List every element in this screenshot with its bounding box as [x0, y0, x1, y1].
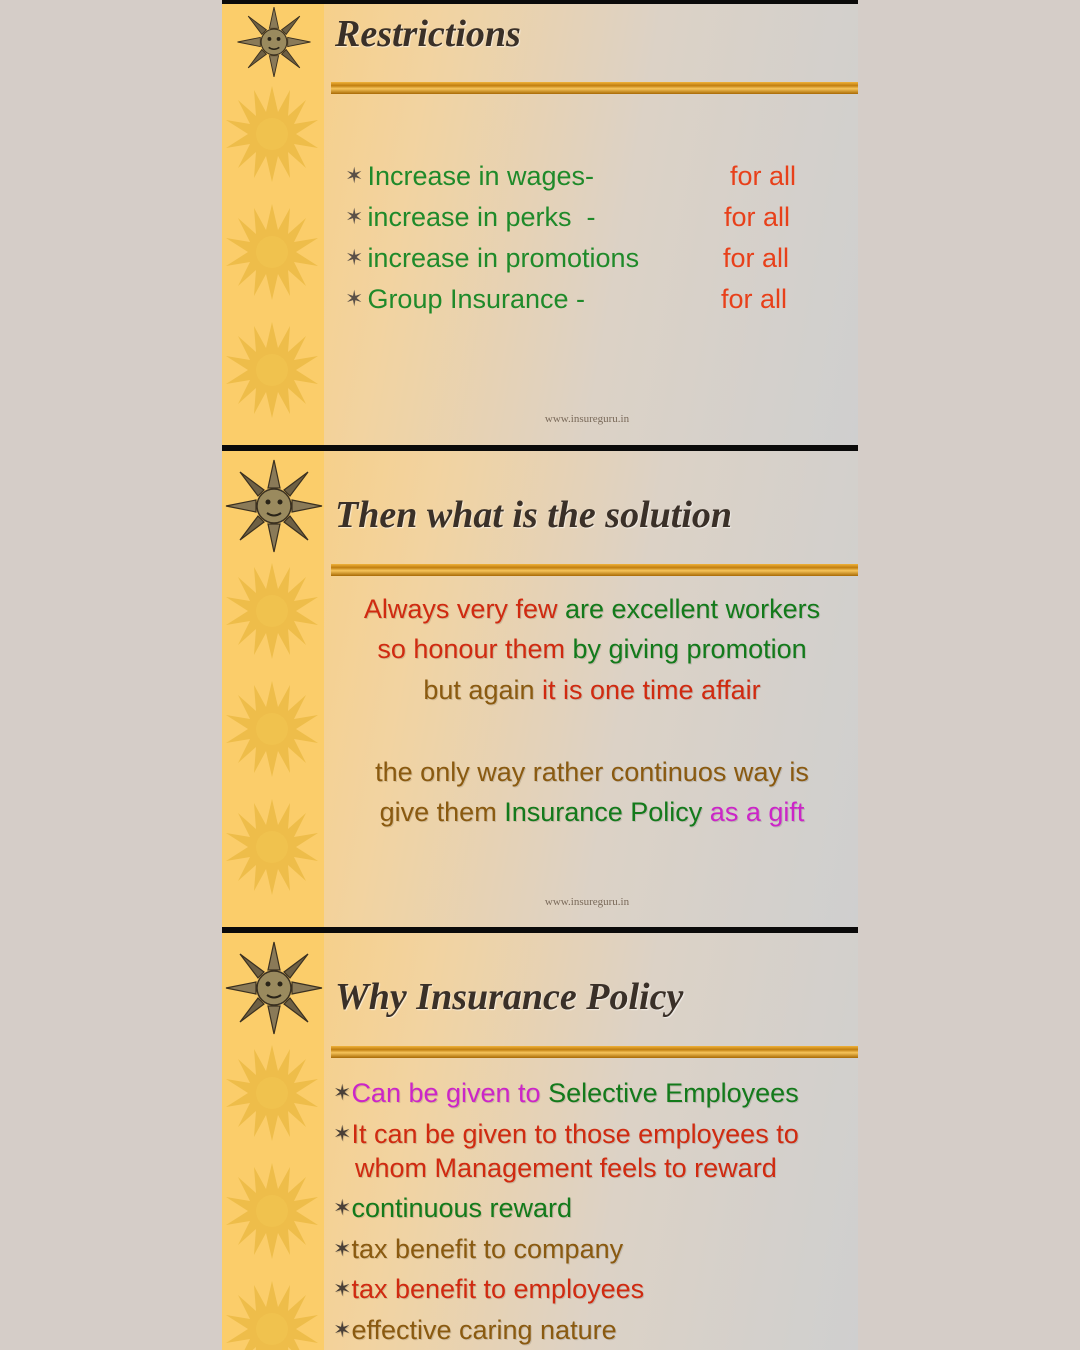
slide-restrictions: [222, 4, 858, 445]
slide-title: Restrictions: [335, 13, 521, 55]
solution-line: so honour them by giving promotion: [377, 634, 807, 664]
slide-title: Why Insurance Policy: [335, 976, 684, 1018]
website-footer: www.insureguru.in: [544, 896, 630, 908]
solution-line: but again it is one time affair: [423, 675, 761, 705]
list-item: [345, 161, 845, 195]
title-rule: [331, 82, 858, 94]
star-bullet-icon: ✶: [345, 245, 364, 270]
star-bullet-icon: ✶: [333, 1195, 352, 1220]
star-bullet-icon: ✶: [345, 286, 364, 311]
list-item: ✶It can be given to those employees to whom Management feels to reward: [333, 1119, 799, 1183]
title-rule: [331, 564, 858, 576]
sun-watermark-icon: [226, 86, 318, 182]
star-bullet-icon: ✶: [333, 1121, 352, 1146]
sun-watermark-icon: [226, 1045, 318, 1141]
star-bullet-icon: ✶: [333, 1276, 352, 1301]
list-item: ✶tax benefit to company: [333, 1234, 624, 1264]
list-item: ✶effective caring nature: [333, 1315, 617, 1345]
star-bullet-icon: ✶: [333, 1236, 352, 1261]
sun-watermark-icon: [226, 799, 318, 895]
item-label: Group Insurance -: [367, 284, 586, 314]
sun-watermark-icon: [226, 681, 318, 777]
list-item: [345, 284, 845, 318]
slide-why-insurance: [222, 933, 858, 1350]
item-label: Increase in wages-: [367, 161, 595, 191]
sun-watermark-icon: [226, 204, 318, 300]
sun-face-logo-icon: [224, 4, 324, 80]
list-item: [345, 243, 845, 277]
list-item: ✶continuous reward: [333, 1193, 573, 1223]
star-bullet-icon: ✶: [333, 1080, 352, 1105]
item-value: for all: [724, 202, 791, 232]
list-item: [345, 202, 845, 236]
sun-face-logo-icon: [224, 933, 324, 1043]
star-bullet-icon: ✶: [345, 163, 364, 188]
slide-solution: [222, 451, 858, 927]
slide-title: Then what is the solution: [335, 494, 733, 536]
list-item: ✶tax benefit to employees: [333, 1274, 645, 1304]
star-bullet-icon: ✶: [345, 204, 364, 229]
solution-line: Always very few are excellent workers: [363, 594, 821, 624]
title-rule: [331, 1046, 858, 1058]
item-value: for all: [723, 243, 790, 273]
item-value: for all: [721, 284, 788, 314]
website-footer: www.insureguru.in: [544, 413, 630, 425]
sun-watermark-icon: [226, 322, 318, 418]
item-label: increase in perks -: [367, 202, 596, 232]
solution-line: the only way rather continuos way is: [375, 757, 809, 787]
item-value: for all: [730, 161, 797, 191]
solution-line: give them Insurance Policy as a gift: [379, 797, 805, 827]
item-label: increase in promotions: [367, 243, 640, 273]
sun-face-logo-icon: [224, 451, 324, 561]
sun-watermark-icon: [226, 563, 318, 659]
list-item: ✶Can be given to Selective Employees: [333, 1078, 799, 1108]
sun-watermark-icon: [226, 1163, 318, 1259]
sun-watermark-icon: [226, 1281, 318, 1350]
star-bullet-icon: ✶: [333, 1317, 352, 1342]
